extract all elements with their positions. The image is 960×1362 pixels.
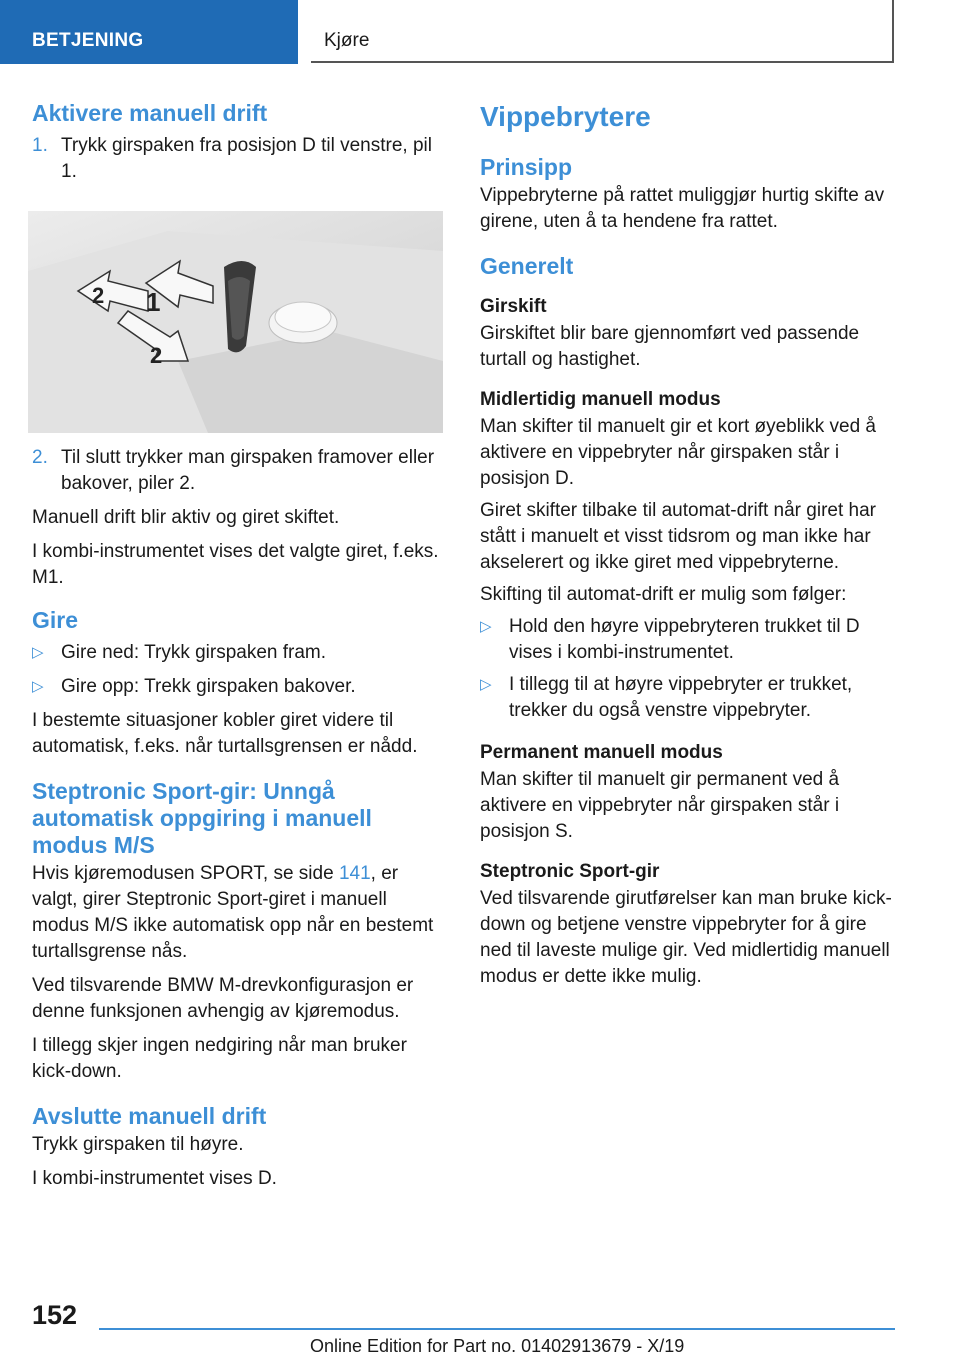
paragraph-permanent-manual: Man skifter til manuelt gir permanent ved å aktivere en vippebryter når girspaken står i posisjon S. [480, 769, 840, 842]
header-section-tab [0, 0, 298, 64]
paragraph-shows-d: I kombi-instrumentet vises D. [32, 1168, 277, 1189]
header-chapter-label: Kjøre [324, 30, 370, 51]
auto-bullet-both [480, 672, 895, 724]
footer-divider [99, 1328, 895, 1330]
page-link-141[interactable]: 141 [338, 863, 371, 884]
bullet-icon: ▷ [32, 678, 44, 695]
step-1-number: 1. [32, 135, 48, 156]
paragraph-push-right: Trykk girspaken til høyre. [32, 1134, 244, 1155]
paragraph-temporary-manual: Man skifter til manuelt gir et kort øyeblikk ved å aktivere en vippebryter når girspaken står i posisjon D. [480, 416, 876, 489]
heading-gire: Gire [32, 607, 79, 633]
gire-bullet-down-text: Gire ned: Trykk girspaken fram. [61, 642, 327, 663]
bullet-icon: ▷ [480, 618, 492, 635]
auto-bullet-hold-right-text: Hold den høyre vippebryteren trukket til D vises i kombi-instrumentet. [509, 616, 860, 663]
paragraph-sport-mode-b: , er valgt, girer Steptronic Sport-giret i manuell modus M/S ikke automatisk opp når en bestemt turtallsgrense nås. [32, 863, 434, 962]
paragraph-steptronic-sport: Ved tilsvarende girutførelser kan man bruke kick-down og betjene venstre vippebryter for å gire ned til laveste mulige gir. Ved midlertidig manuell modus er dette ikke mulig. [480, 888, 892, 987]
figure-label-1: 1 [146, 287, 161, 317]
heading-prinsipp: Prinsipp [480, 154, 573, 180]
paragraph-auto-shift: I bestemte situasjoner kobler giret videre til automatisk, f.eks. når turtallsgrensen er nådd. [32, 710, 418, 757]
gear-selector-illustration [28, 211, 443, 433]
figure-label-2-left: 2 [92, 283, 105, 308]
paragraph-girskift: Girskiftet blir bare gjennomført ved passende turtall og hastighet. [480, 323, 860, 370]
page-number: 152 [32, 1300, 78, 1330]
paragraph-back-to-auto: Giret skifter tilbake til automat-drift når giret har stått i manuelt et visst tidsrom og man ikke har akselerert og ikke giret med vippebryterne. [480, 500, 876, 573]
step-2-number: 2. [32, 447, 48, 468]
paragraph-sport-mode [32, 861, 445, 965]
paragraph-sport-mode-a: Hvis kjøremodusen SPORT, se side [32, 863, 339, 884]
heading-temporary-manual: Midlertidig manuell modus [480, 389, 721, 410]
heading-activate-manual: Aktivere manuell drift [32, 100, 268, 126]
bullet-icon: ▷ [32, 644, 44, 661]
paragraph-prinsipp: Vippebryterne på rattet muliggjør hurtig skifte av girene, uten å ta hendene fra rattet. [480, 185, 885, 232]
step-2 [32, 445, 445, 497]
header-chapter-box [311, 0, 894, 63]
bullet-icon: ▷ [480, 676, 492, 693]
right-column [480, 100, 895, 990]
paragraph-m-drive: Ved tilsvarende BMW M-drevkonfigurasjon er denne funksjonen avhengig av kjøremodus. [32, 975, 414, 1022]
heading-generelt: Generelt [480, 253, 574, 279]
left-column [32, 100, 445, 1192]
step-2-text: Til slutt trykker man girspaken framover eller bakover, piler 2. [61, 447, 435, 494]
heading-vippebrytere: Vippebrytere [480, 101, 651, 132]
step-1 [32, 133, 445, 185]
paragraph-manual-active: Manuell drift blir aktiv og giret skiftet. [32, 507, 340, 528]
paragraph-kombi-display: I kombi-instrumentet vises det valgte giret, f.eks. M1. [32, 541, 439, 588]
heading-steptronic-sport-right: Steptronic Sport-gir [480, 861, 660, 882]
heading-girskift: Girskift [480, 296, 547, 317]
auto-bullet-both-text: I tillegg til at høyre vippebryter er trukket, trekker du også venstre vippebryter. [509, 674, 853, 721]
footer-edition: Online Edition for Part no. 01402913679 - X/19 [310, 1336, 685, 1356]
step-1-text: Trykk girspaken fra posisjon D til venstre, pil 1. [61, 135, 432, 182]
paragraph-auto-options: Skifting til automat-drift er mulig som følger: [480, 584, 847, 605]
heading-permanent-manual: Permanent manuell modus [480, 742, 723, 763]
gire-bullet-up [32, 674, 445, 700]
header-section-label: BETJENING [32, 30, 144, 51]
gear-selector-drawing [28, 211, 443, 433]
gire-bullet-down [32, 640, 445, 666]
heading-end-manual: Avslutte manuell drift [32, 1103, 267, 1129]
gire-bullet-up-text: Gire opp: Trekk girspaken bakover. [61, 676, 356, 697]
auto-bullet-hold-right [480, 614, 895, 666]
heading-steptronic-sport: Steptronic Sport-gir: Unngå automatisk oppgiring i manuell modus M/S [32, 778, 372, 858]
figure-label-2-bottom: 2 [150, 343, 163, 368]
paragraph-kickdown: I tillegg skjer ingen nedgiring når man bruker kick-down. [32, 1035, 407, 1082]
